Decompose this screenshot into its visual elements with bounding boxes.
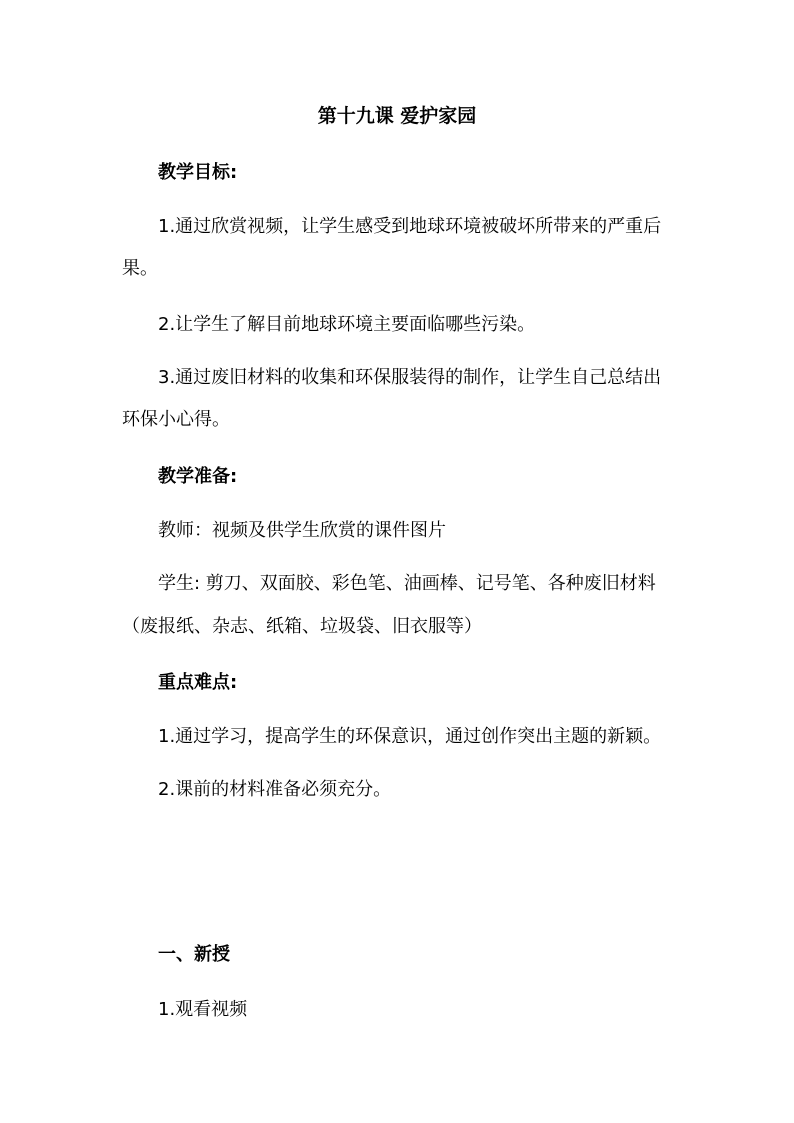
keypoint-2: 2.课前的材料准备必须充分。 — [158, 779, 392, 800]
student-preparation-line-1: 学生: 剪刀、双面胶、彩色笔、油画棒、记号笔、各种废旧材料 — [158, 573, 656, 594]
section-1-heading: 一、新授 — [158, 944, 230, 965]
objective-1-line-1: 1.通过欣赏视频，让学生感受到地球环境被破坏所带来的严重后 — [158, 216, 662, 237]
objective-3-line-1: 3.通过废旧材料的收集和环保服装得的制作，让学生自己总结出 — [158, 367, 662, 388]
objective-2: 2.让学生了解目前地球环境主要面临哪些污染。 — [158, 314, 536, 335]
keypoints-heading: 重点难点: — [158, 672, 238, 693]
lesson-title: 第十九课 爱护家园 — [317, 105, 477, 127]
objective-1-line-2: 果。 — [122, 258, 158, 279]
keypoint-1: 1.通过学习，提高学生的环保意识，通过创作突出主题的新颖。 — [158, 726, 662, 747]
objective-3-line-2: 环保小心得。 — [122, 409, 230, 430]
objectives-heading: 教学目标: — [158, 162, 238, 183]
teacher-preparation: 教师：视频及供学生欣赏的课件图片 — [158, 520, 446, 541]
step-1: 1.观看视频 — [158, 999, 248, 1020]
preparation-heading: 教学准备: — [158, 466, 238, 487]
student-preparation-line-2: （废报纸、杂志、纸箱、垃圾袋、旧衣服等） — [122, 616, 482, 637]
